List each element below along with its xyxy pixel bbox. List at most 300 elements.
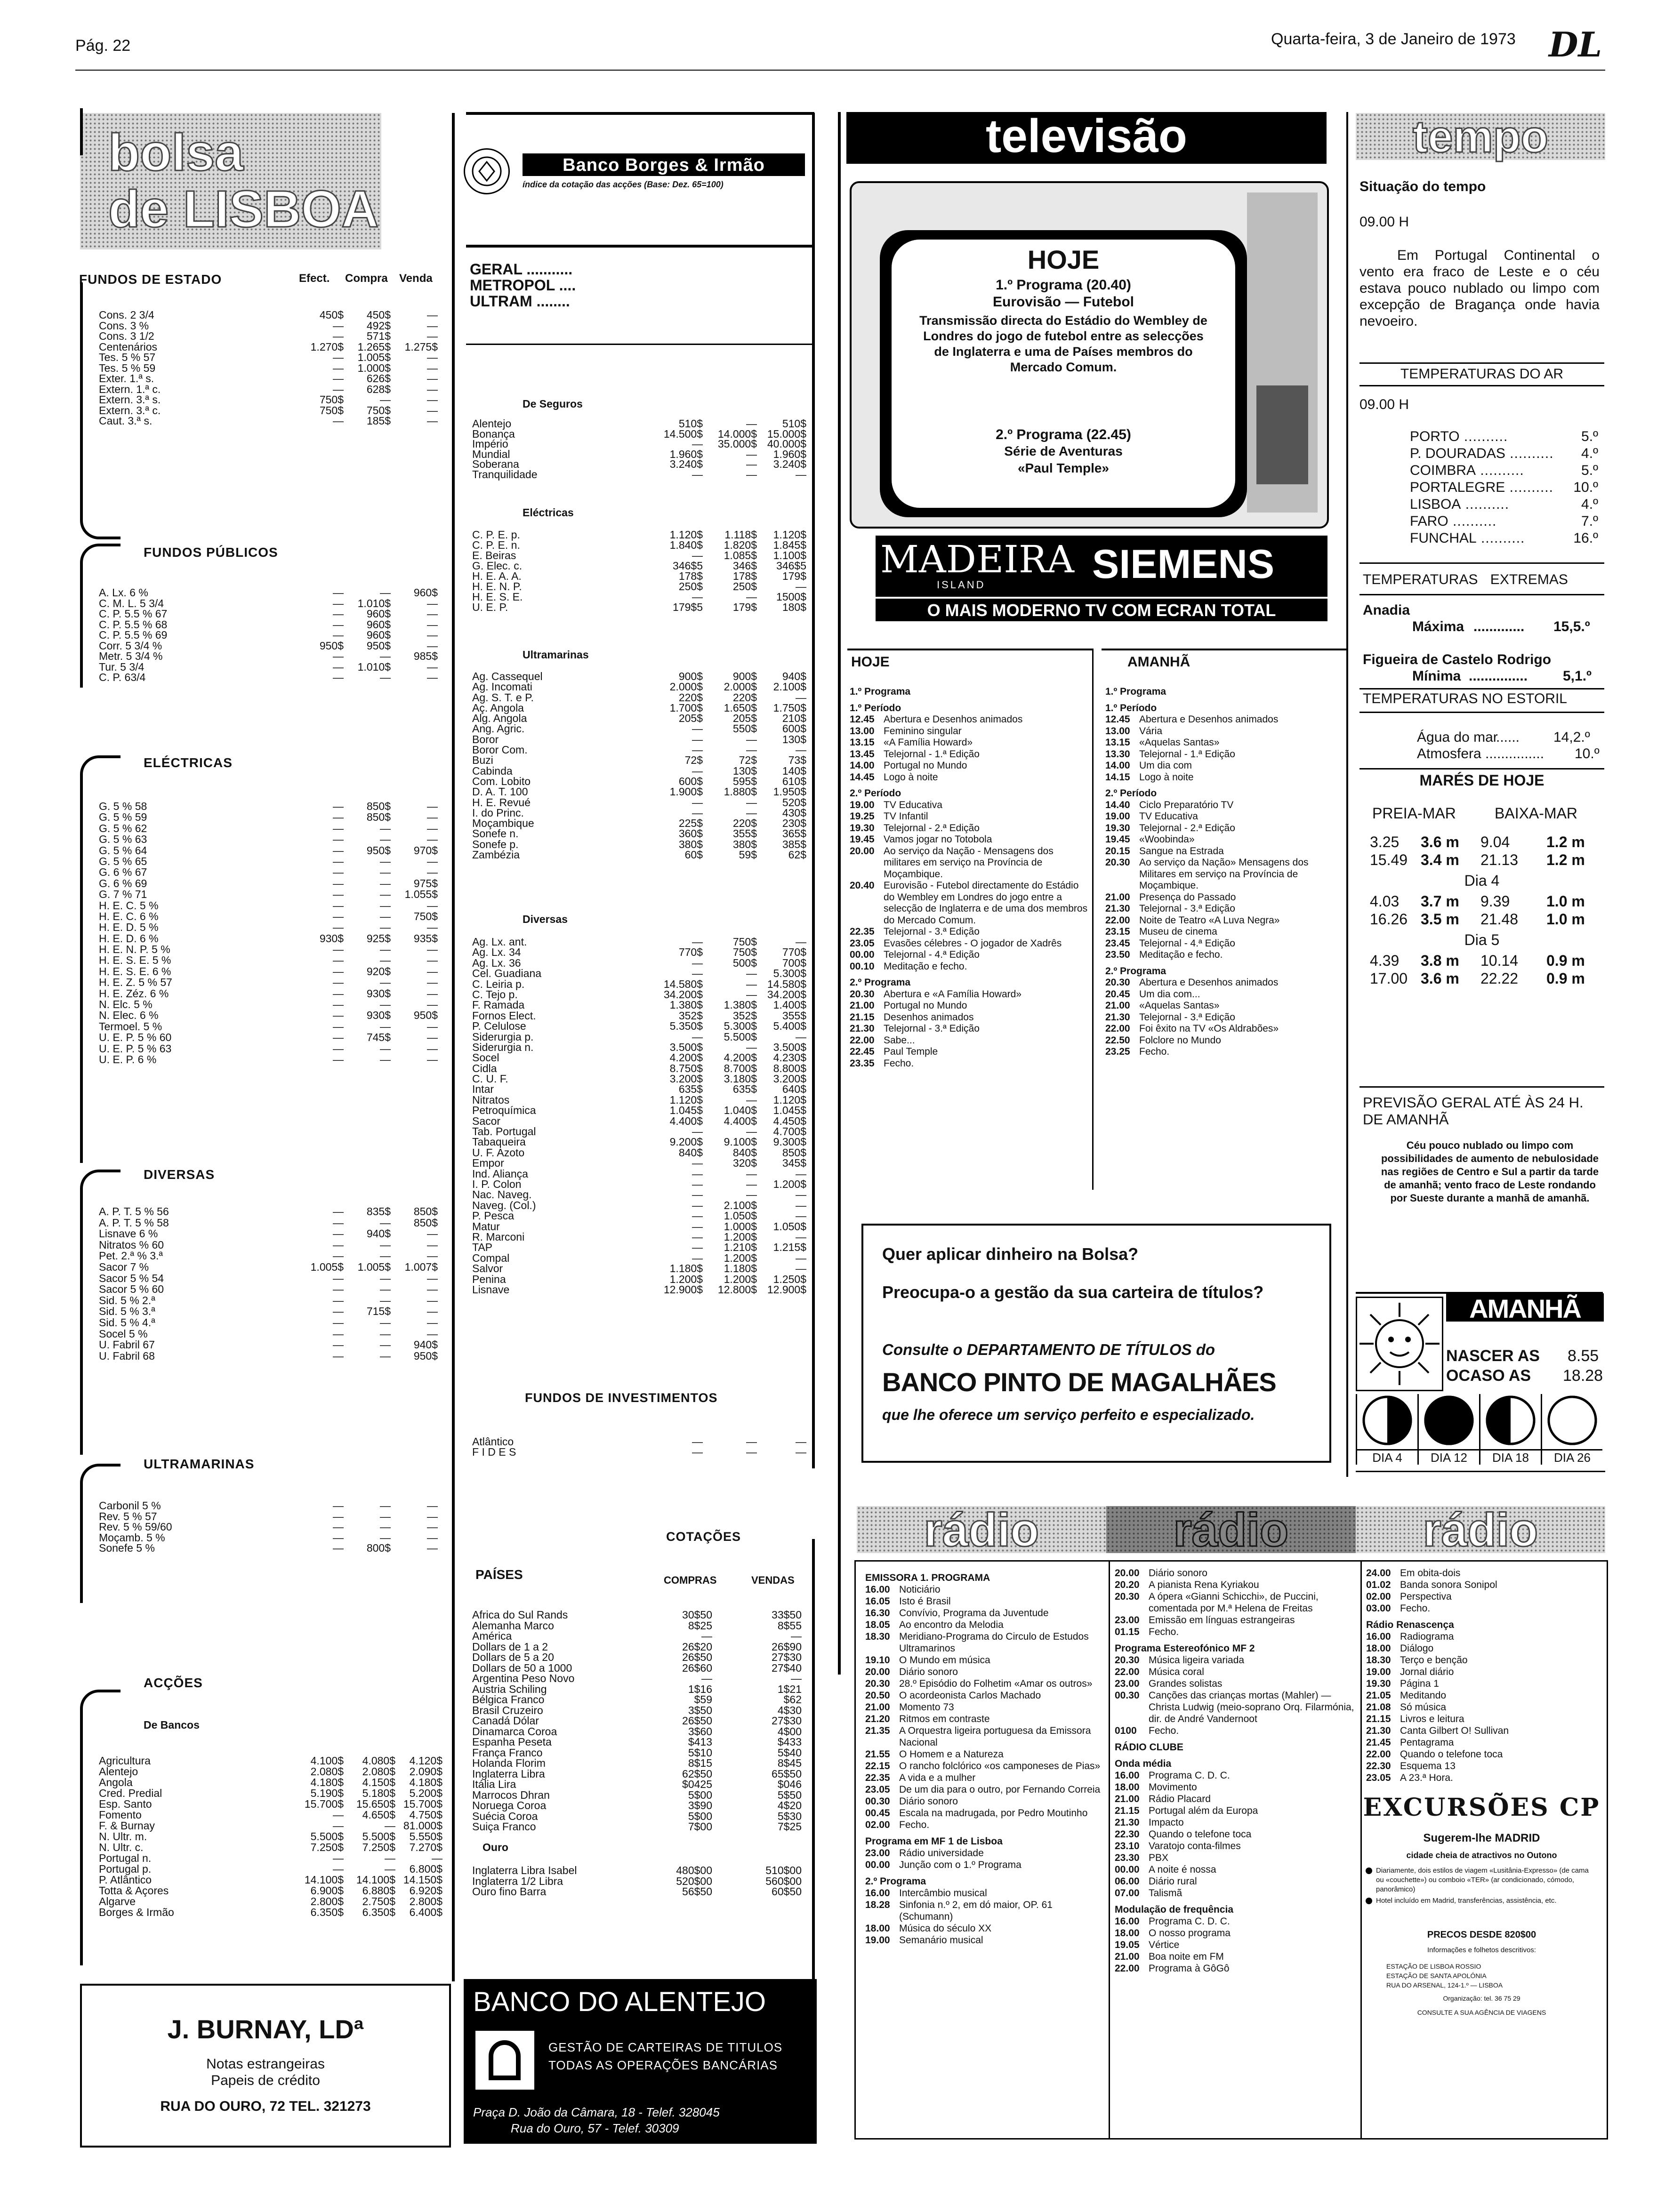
row-value: 26$90 [772,1640,802,1653]
row-value: — [692,1188,703,1201]
schedule-time: 21.45 [1366,1737,1391,1748]
city-temp-row: FUNCHAL .......... 16.º [1410,530,1598,546]
row-label: Dollars de 5 a 20 [472,1651,554,1663]
row-value: — [427,319,438,332]
radio-banner-1 [857,1504,1106,1556]
row-value: 2.000$ [724,681,757,693]
tv-amanha-title: AMANHÃ [1127,654,1190,670]
header-rule [75,70,1605,71]
row-value: 65$50 [772,1767,802,1780]
row-value: — [333,1053,344,1066]
row-label: Soberana [472,458,519,470]
tempo-hora: 09.00 H [1359,214,1409,230]
row-value: — [333,330,344,342]
row-value: — [380,671,391,683]
row-value: 5$00 [688,1788,712,1801]
schedule-item [850,1000,1090,1012]
row-label: Tab. Portugal [472,1125,536,1138]
schedule-title: TV Educativa [884,799,942,810]
city-temp: 5.º [1581,429,1598,444]
schedule-title: Banda sonora Sonipol [1400,1579,1497,1590]
seguros-title: De Seguros [523,398,583,410]
row-label: Bélgica Franco [472,1693,545,1706]
table-row [472,937,811,947]
schedule-item [1366,1690,1601,1701]
row-label: Marrocos Dhran [472,1788,550,1801]
row-value: — [333,671,344,683]
table-row [99,1218,438,1229]
row-label: Sacor [472,1114,501,1127]
row-value: 2.080$ [362,1765,395,1778]
table-row [99,587,438,598]
schedule-item [1105,989,1345,1001]
row-value: 1.005$ [357,351,391,363]
pinto-question: Quer aplicar dinheiro na Bolsa? [882,1244,1139,1264]
row-value: — [746,988,757,1001]
schedule-item: EMISSORA 1. PROGRAMA [865,1572,990,1583]
schedule-time: 16.00 [1115,1770,1140,1781]
row-value: 1.215$ [773,1241,806,1254]
schedule-time: 16.05 [865,1596,890,1607]
row-value: — [791,1630,802,1642]
schedule-item [850,772,1090,784]
row-label: Extern. 3.ª s. [99,393,161,406]
row-value: 380$ [732,838,757,850]
schedule-item [1105,1046,1345,1058]
mares-title: MARÉS DE HOJE [1419,772,1544,789]
schedule-time: 02.00 [1366,1591,1391,1602]
tide-row [1359,910,1604,928]
schedule-title: Abertura e Desenhos animados [884,714,1023,725]
table-row [99,416,438,426]
row-value: 34.200$ [663,988,703,1001]
row-value: 930$ [366,1009,391,1022]
table-row [472,818,811,828]
schedule-item [1105,1000,1345,1012]
table-row [472,1116,811,1126]
schedule-time: 21.15 [1115,1805,1140,1816]
row-value: 4.150$ [362,1776,395,1788]
row-label: Brasil Cruzeiro [472,1704,543,1716]
table-row [472,755,811,765]
row-label: Buzi [472,754,493,767]
borges-title-box [523,153,805,176]
row-value: 3.180$ [724,1073,757,1085]
schedule-title: Programa C. D. C. [1149,1916,1230,1927]
row-value: — [380,1053,391,1066]
tide-row [1359,851,1604,869]
nascer-label: NASCER AS [1446,1347,1540,1365]
maxima-value: 15,5.º [1553,619,1590,634]
tide-row [1359,892,1604,910]
row-value: — [427,1020,438,1033]
row-value: 380$ [678,838,703,850]
schedule-title: Telejornal - 3.ª Edição [1139,903,1235,914]
row-label: U. Fabril 67 [99,1338,155,1351]
schedule-title: Diálogo [1400,1643,1434,1654]
row-value: — [380,899,391,912]
schedule-item [1105,737,1345,749]
row-value: 4.450$ [773,1114,806,1127]
schedule-item [865,1899,1103,1923]
row-value: $62 [783,1693,802,1706]
schedule-title: Vamos jogar no Totobola [884,834,992,845]
row-value: 1.200$ [724,1251,757,1264]
row-value: 1.880$ [724,785,757,798]
schedule-item: Rádio Renascença [1366,1619,1454,1630]
row-label: Ag. S. T. e P. [472,691,534,704]
row-value: 1$21 [777,1683,802,1695]
schedule-time: 22.35 [850,926,875,937]
schedule-item [1115,1591,1355,1614]
row-value: 1.045$ [773,1104,806,1117]
schedule-time: 22.30 [1115,1829,1140,1840]
table-row [472,1169,811,1179]
row-value: 12.900$ [767,1283,806,1296]
city-temp: 4.º [1581,446,1598,461]
row-label: Lisnave [472,1283,510,1296]
table-row [99,1798,442,1810]
row-label: Alentejo [99,1765,138,1778]
table-row [472,439,811,449]
row-value: 35.000$ [717,438,757,450]
row-value: 1.180$ [724,1262,757,1275]
row-value: — [796,1030,806,1043]
row-value: — [380,855,391,867]
row-value: — [692,1167,703,1180]
tide-value: 9.04 [1480,834,1510,850]
row-value: 1.010$ [357,597,391,609]
row-label: H. E. A. A. [472,570,522,582]
row-value: 220$ [678,691,703,704]
schedule-title: Diário sonoro [899,1796,958,1807]
schedule-item [865,1701,1103,1713]
city-name: P. DOURADAS [1410,446,1505,461]
schedule-time: 22.35 [865,1772,890,1783]
schedule-title: A noite é nossa [1149,1864,1216,1875]
schedule-item [1115,1887,1355,1899]
schedule-item [1105,760,1345,772]
row-label: Dinamarca Coroa [472,1725,557,1738]
table-row [99,342,438,353]
row-value: — [333,597,344,609]
row-value: 12.800$ [717,1283,757,1296]
row-value: 1.180$ [669,1262,703,1275]
table-row [99,1511,438,1522]
row-label: I. do Princ. [472,806,524,819]
row-value: 7.270$ [409,1841,442,1853]
schedule-time: 02.00 [865,1819,890,1830]
row-label: Rev. 5 % 59/60 [99,1521,172,1533]
schedule-time: 13.00 [850,725,875,737]
row-value: 2.000$ [669,681,703,693]
ultramarinas-table [99,1500,438,1554]
schedule-item: 2.º Período [850,788,901,799]
schedule-item [865,1725,1103,1748]
col-header-venda: Venda [399,272,433,285]
table-row [472,470,811,480]
row-label: H. E. N. P. 5 % [99,943,170,956]
schedule-time: 18.00 [1115,1782,1140,1793]
schedule-title: Abertura e «A Família Howard» [884,988,1022,1000]
row-label: Com. Lobito [472,775,531,787]
row-value: 8$55 [777,1619,802,1632]
table-row [99,988,438,999]
schedule-item [1105,949,1345,961]
row-value: 56$50 [682,1885,712,1898]
schedule-title: De um dia para o outro, por Fernando Correia [899,1784,1101,1795]
diversas-mid-title: Diversas [523,913,568,925]
schedule-title: Meditando [1400,1690,1447,1701]
schedule-time: 21.00 [1115,1951,1140,1962]
table-row [472,1042,811,1052]
excursoes-cp-ad [1363,1793,1601,2132]
table-row [99,1306,438,1317]
row-value: 8$25 [688,1619,712,1632]
row-value: 6.920$ [409,1884,442,1897]
row-value: 1.055$ [404,888,438,901]
schedule-item [850,926,1090,938]
row-value: 225$ [678,817,703,830]
row-label: Sonefe n. [472,827,519,840]
tv-screen [892,240,1235,508]
row-label: Sid. 5 % 3.ª [99,1305,155,1318]
table-row [99,878,438,889]
schedule-title: «Aquelas Santas» [1139,737,1220,748]
tv-slogan-box [876,599,1327,621]
row-value: 33$50 [772,1609,802,1621]
schedule-time: 16.00 [865,1584,890,1595]
schedule-title: Ao encontro da Melodia [899,1619,1004,1630]
row-value: 3$60 [688,1725,712,1738]
row-value: 1.045$ [669,1104,703,1117]
schedule-time: 20.30 [1115,1655,1140,1666]
row-value: — [701,1672,712,1684]
tv-screen-p2: 2.º Programa (22.45) [996,427,1131,442]
schedule-title: Meditação e fecho. [1139,949,1223,960]
ouro-title: Ouro [483,1841,508,1853]
row-label: N. Elc. 5 % [99,998,153,1011]
row-value: 8$15 [688,1757,712,1769]
schedule-time: 00.00 [850,949,875,960]
row-value: 179$ [782,570,806,582]
schedule-title: Ritmos em contraste [899,1714,990,1724]
row-value: 4$20 [777,1799,802,1811]
tide-value: 15.49 [1370,851,1408,868]
schedule-title: «Aquelas Santas» [1139,1000,1220,1011]
row-value: — [692,468,703,481]
table-row [99,955,438,966]
table-row [472,1779,811,1790]
row-value: 6.400$ [409,1906,442,1918]
schedule-title: Rádio universidade [899,1848,984,1859]
schedule-item [1105,915,1345,927]
row-value: 571$ [366,330,391,342]
row-value: 1.900$ [669,785,703,798]
row-value: — [692,549,703,561]
city-temp-row: COIMBRA .......... 5.º [1410,463,1598,478]
row-value: 205$ [678,712,703,725]
row-value: — [333,650,344,662]
row-label: G. 6 % 67 [99,866,147,879]
schedule-time: 22.30 [1366,1761,1391,1771]
row-value: 345$ [782,1157,806,1170]
row-label: C. M. L. 5 3/4 [99,597,164,609]
row-value: 600$ [782,722,806,735]
row-value: — [746,448,757,460]
row-value: 3$50 [688,1704,712,1716]
schedule-item [1105,1023,1345,1035]
row-value: — [692,1230,703,1243]
schedule-item [865,1795,1103,1807]
schedule-time: 20.30 [1115,1591,1140,1602]
schedule-time: 0100 [1115,1725,1137,1736]
row-value: 7$00 [688,1820,712,1833]
schedule-time: 18.30 [1366,1655,1391,1666]
row-value: 8$45 [777,1757,802,1769]
row-value: 745$ [366,1031,391,1044]
row-label: H. E. C. 6 % [99,910,159,922]
schedule-time: 22.00 [1366,1749,1391,1760]
row-value: 550$ [732,722,757,735]
row-value: — [333,372,344,385]
row-label: Africa do Sul Rands [472,1609,568,1621]
schedule-time: 20.30 [1105,857,1130,868]
row-value: — [796,691,806,704]
row-label: Matur [472,1220,500,1233]
table-row [99,812,438,823]
row-value: 1500$ [776,591,806,603]
madeira-brand-sub: ISLAND [937,579,986,591]
row-value: — [427,954,438,967]
schedule-time: 00.30 [1115,1690,1140,1701]
borges-emblem-icon [464,148,510,194]
row-value: 1.200$ [724,1230,757,1243]
schedule-item [1115,1654,1355,1666]
schedule-item [850,880,1090,926]
row-value: — [796,1167,806,1180]
table-row [99,1206,438,1218]
row-label: Portugal n. [99,1852,152,1864]
schedule-title: A 23.ª Hora. [1400,1772,1453,1783]
row-label: G. 7 % 71 [99,888,147,901]
row-value: — [427,1542,438,1555]
schedule-item [1115,1567,1355,1579]
schedule-title: Rádio Placard [1149,1794,1211,1804]
schedule-item [1366,1713,1601,1725]
schedule-title: Evasões célebres - O jogador de Xadrês [884,938,1062,949]
schedule-item [850,1023,1090,1035]
table-row [99,1874,442,1886]
table-row [99,352,438,363]
schedule-time: 01.02 [1366,1579,1391,1590]
row-value: — [333,877,344,890]
tide-row [1359,952,1604,970]
temp-ar-hora: 09.00 H [1359,397,1409,412]
row-label: Alg. Angola [472,712,527,725]
row-value: — [692,438,703,450]
moon-phase-icon [1357,1394,1417,1447]
row-value: 1.050$ [773,1220,806,1233]
tv-amanha-schedule [1105,681,1345,1058]
previsao-text: Céu pouco nublado ou limpo com possibilidades de aumento de nebulosidade nas regiões de Centro e Sul a partir da tarde de amanhã; vento fraco de Leste rondando por Sueste durante a manhã de amanhã. [1381,1139,1599,1204]
row-label: H. E. S. E. [472,591,523,603]
schedule-title: Fecho. [899,1819,930,1830]
row-label: América [472,1630,512,1642]
table-row [99,1240,438,1251]
schedule-time: 18.05 [865,1619,890,1630]
row-label: Salvor [472,1262,503,1275]
schedule-time: 14.40 [1105,799,1130,810]
table-row [472,1000,811,1010]
row-value: 5.400$ [773,1020,806,1033]
row-label: Pet. 2.ª % 3.ª [99,1250,163,1262]
row-value: — [692,591,703,603]
row-label: E. Beiras [472,549,516,561]
table-row [99,405,438,416]
anadia-label: Anadia [1363,602,1410,618]
schedule-item [1115,1852,1355,1864]
city-name: LISBOA [1410,497,1461,512]
table-row [99,321,438,331]
row-value: — [333,965,344,978]
row-label: C. U. F. [472,1073,508,1085]
bullet-icon [1366,1867,1372,1874]
schedule-time: 21.20 [865,1714,890,1724]
row-label: F. Ramada [472,999,525,1011]
tempo-title: tempo [1413,112,1548,162]
schedule-item [865,1760,1103,1772]
row-value: 4.120$ [409,1755,442,1767]
bolsa-title-line2: de LISBOA [108,180,379,238]
row-value: 960$ [366,608,391,620]
schedule-item [1366,1643,1601,1654]
schedule-title: Feminino singular [884,725,962,737]
row-value: 5.500$ [724,1030,757,1043]
row-value: 1.120$ [669,1093,703,1106]
table-row [472,1642,811,1652]
row-label: Dollars de 1 a 2 [472,1640,548,1653]
row-label: G. 5 % 64 [99,844,147,857]
fundos-estado-table [99,310,438,426]
row-label: Espanha Peseta [472,1736,552,1748]
row-value: 250$ [732,580,757,593]
row-value: 2.750$ [362,1895,395,1907]
row-value: 220$ [732,691,757,704]
schedule-title: Canções das crianças mortas (Mahler) — Christa Ludwig (meio-soprano Orq. Filarmónia, dir. de André Vandernoot [1149,1690,1357,1724]
row-value: 352$ [678,1009,703,1022]
row-label: Inglaterra 1/2 Libra [472,1875,563,1887]
row-value: 27$40 [772,1661,802,1674]
schedule-item [1105,834,1345,846]
row-label: N. Ultr. m. [99,1830,147,1843]
schedule-item: 2.º Período [1105,788,1157,799]
row-label: Canadá Dólar [472,1715,539,1727]
tide-value: 4.39 [1370,952,1400,969]
row-value: — [380,1521,391,1533]
row-value: — [333,1031,344,1044]
row-value: — [796,1188,806,1201]
schedule-title: Telejornal - 2.ª Edição [884,822,980,834]
row-value: 15.700$ [403,1798,442,1810]
row-value: — [333,910,344,922]
moon-phase-cell [1417,1394,1479,1465]
table-row [472,1610,811,1620]
row-label: Corr. 5 3/4 % [99,639,162,652]
row-value: — [746,1041,757,1053]
row-label: Exter. 1.ª s. [99,372,154,385]
row-value: — [427,1327,438,1340]
